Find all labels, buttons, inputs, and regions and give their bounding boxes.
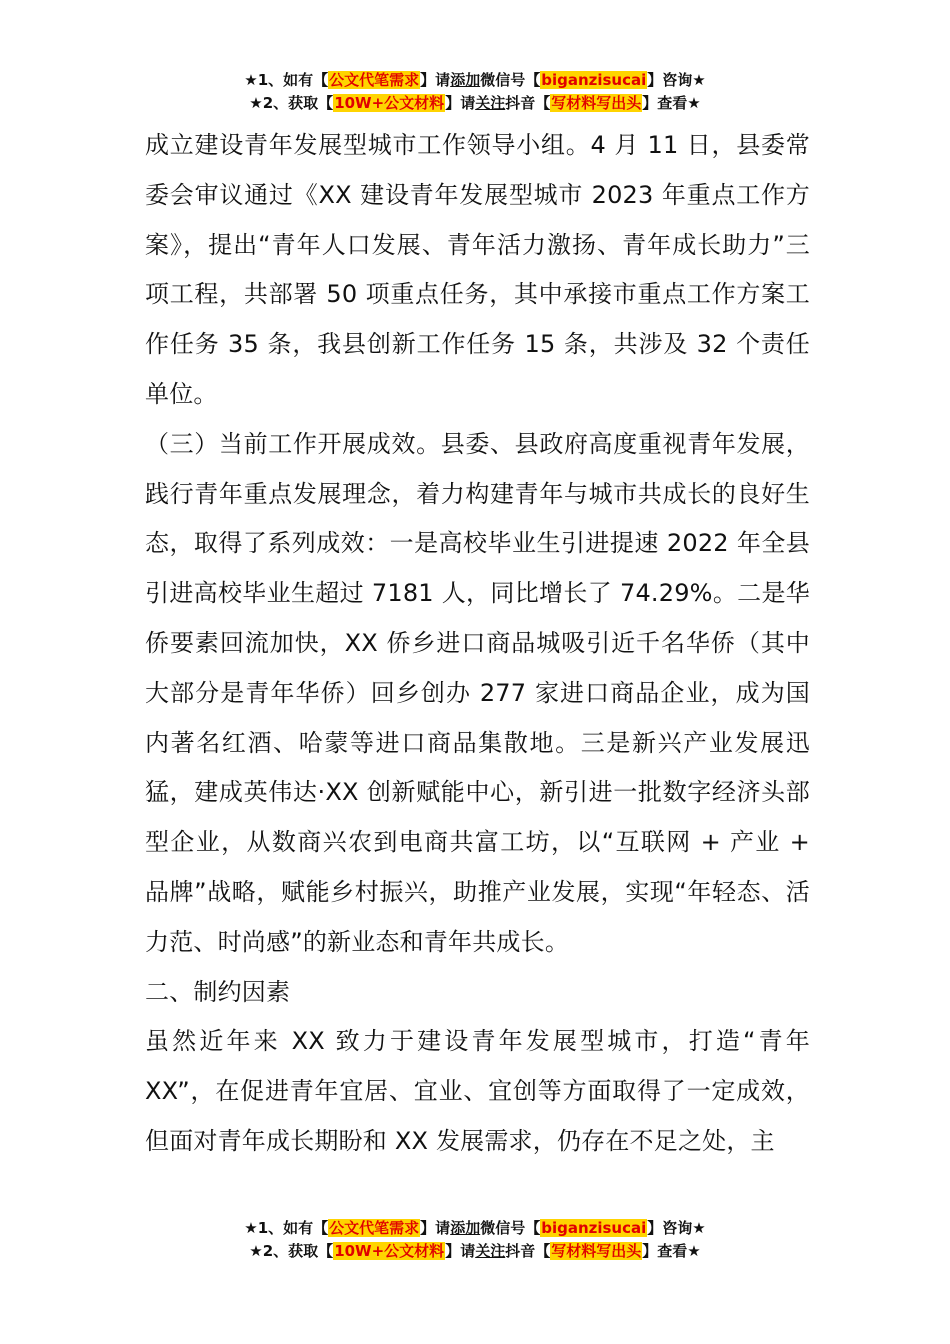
highlight-materials: 10W+公文材料 bbox=[334, 94, 445, 112]
promo-line-2: ★2、获取【10W+公文材料】请关注抖音【写材料写出头】查看★ bbox=[249, 94, 701, 112]
promo-line-1: ★1、如有【公文代笔需求】请添加微信号【biganzisucai】咨询★ bbox=[244, 71, 706, 89]
paragraph-leading-group: 成立建设青年发展型城市工作领导小组。4 月 11 日，县委常委会审议通过《XX 建设青年发展型城市 2023 年重点工作方案》，提出“青年人口发展、青年活力激扬、青年成长助力”三项工程，共部署 50 项重点任务，其中承接市重点工作方案工作任务 35 条，我县创新工作任务 15 条，共涉及 32 个责任单位。 bbox=[145, 131, 810, 408]
paragraph-achievements: （三）当前工作开展成效。县委、县政府高度重视青年发展，践行青年重点发展理念，着力构建青年与城市共成长的良好生态，取得了系列成效：一是高校毕业生引进提速 2022 年全县引进高校毕业生超过 7181 人，同比增长了 74.29%。二是华侨要素回流加快，XX 侨乡进口商品城吸引近千名华侨（其中大部分是青年华侨）回乡创办 277 家进口商品企业，成为国内著名红酒、哈蒙等进口商品集散地。三是新兴产业发展迅猛，建成英伟达·XX 创新赋能中心，新引进一批数字经济头部型企业，从数商兴农到电商共富工坊，以“互联网 + 产业 + 品牌”战略，赋能乡村振兴，助推产业发展，实现“年轻态、活力范、时尚感”的新业态和青年共成长。 bbox=[145, 429, 810, 956]
highlight-service: 公文代笔需求 bbox=[329, 71, 420, 89]
highlight-service: 公文代笔需求 bbox=[329, 1219, 420, 1237]
document-body bbox=[145, 121, 810, 1167]
highlight-douyin-account: 写材料写出头 bbox=[551, 1242, 642, 1260]
paragraph-constraints: 虽然近年来 XX 致力于建设青年发展型城市，打造“青年 XX”，在促进青年宜居、宜业、宜创等方面取得了一定成效，但面对青年成长期盼和 XX 发展需求，仍存在不足之处，主 bbox=[145, 1027, 810, 1155]
promo-line-1: ★1、如有【公文代笔需求】请添加微信号【biganzisucai】咨询★ bbox=[244, 1219, 706, 1237]
promo-banner-bottom bbox=[0, 1217, 950, 1263]
highlight-wechat-id: biganzisucai bbox=[541, 1219, 647, 1237]
promo-banner-top bbox=[0, 69, 950, 115]
highlight-douyin-account: 写材料写出头 bbox=[551, 94, 642, 112]
highlight-wechat-id: biganzisucai bbox=[541, 71, 647, 89]
highlight-materials: 10W+公文材料 bbox=[334, 1242, 445, 1260]
section-heading-constraints: 二、制约因素 bbox=[145, 977, 291, 1006]
promo-line-2: ★2、获取【10W+公文材料】请关注抖音【写材料写出头】查看★ bbox=[249, 1242, 701, 1260]
